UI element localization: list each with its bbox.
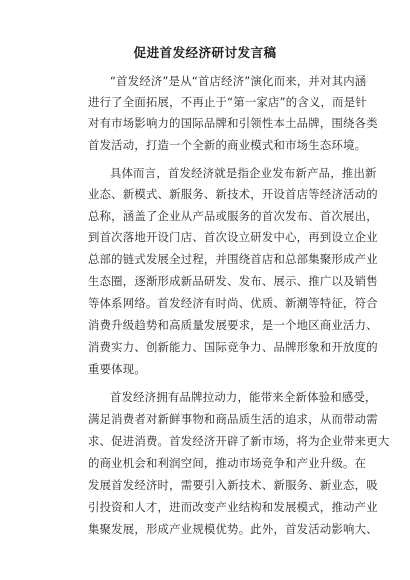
text-line: “首发经济”是从“首店经济”演化而来，并对其内涵 — [110, 74, 367, 88]
text-line: 等体系网络。首发经济有时尚、优质、新潮等特征，符合 — [88, 296, 378, 310]
text-line: 引投资和人才，进而改变产业结构和发展模式，推动产业 — [88, 500, 378, 514]
text-line: 到首次落地开设门店、首次设立研发中心，再到设立企业 — [88, 230, 378, 244]
text-line: 求、促进消费。首发经济开辟了新市场，将为企业带来更大 — [88, 434, 390, 448]
text-line: 生态圈，逐渐形成新品研发、发布、展示、推广以及销售 — [88, 274, 378, 288]
text-line: 的商业机会和利润空间，推动市场竞争和产业升级。在 — [88, 456, 367, 470]
text-line: 具体而言，首发经济就是指企业发布新产品，推出新 — [110, 166, 377, 180]
text-line: 重要体现。 — [88, 362, 146, 376]
text-line: 首发经济拥有品牌拉动力，能带来全新体验和感受， — [110, 390, 377, 404]
text-line: 消费实力、创新能力、国际竞争力、品牌形象和开放度的 — [88, 340, 378, 354]
text-line: 首发活动，打造一个全新的商业模式和市场生态环境。 — [88, 138, 367, 152]
text-line: 满足消费者对新鲜事物和商品质生活的追求，从而带动需 — [88, 412, 378, 426]
text-line: 发展首发经济时，需要引入新技术、新服务、新业态，吸 — [88, 478, 378, 492]
text-line: 集聚发展，形成产业规模优势。此外，首发活动影响大、 — [88, 522, 378, 536]
text-line: 进行了全面拓展，不再止于“第一家店”的含义，而是针 — [88, 95, 367, 109]
text-line: 总部的链式发展全过程，并围绕首店和总部集聚形成产业 — [88, 252, 378, 266]
text-line: 对有市场影响力的国际品牌和引领性本土品牌，围绕各类 — [88, 116, 378, 130]
text-line: 总称，涵盖了企业从产品或服务的首次发布、首次展出， — [88, 209, 378, 223]
document-title: 促进首发经济研讨发言稿 — [133, 45, 277, 60]
text-line: 消费升级趋势和高质量发展要求，是一个地区商业活力、 — [88, 318, 378, 332]
text-line: 业态、新模式、新服务、新技术，开设首店等经济活动的 — [88, 187, 378, 201]
